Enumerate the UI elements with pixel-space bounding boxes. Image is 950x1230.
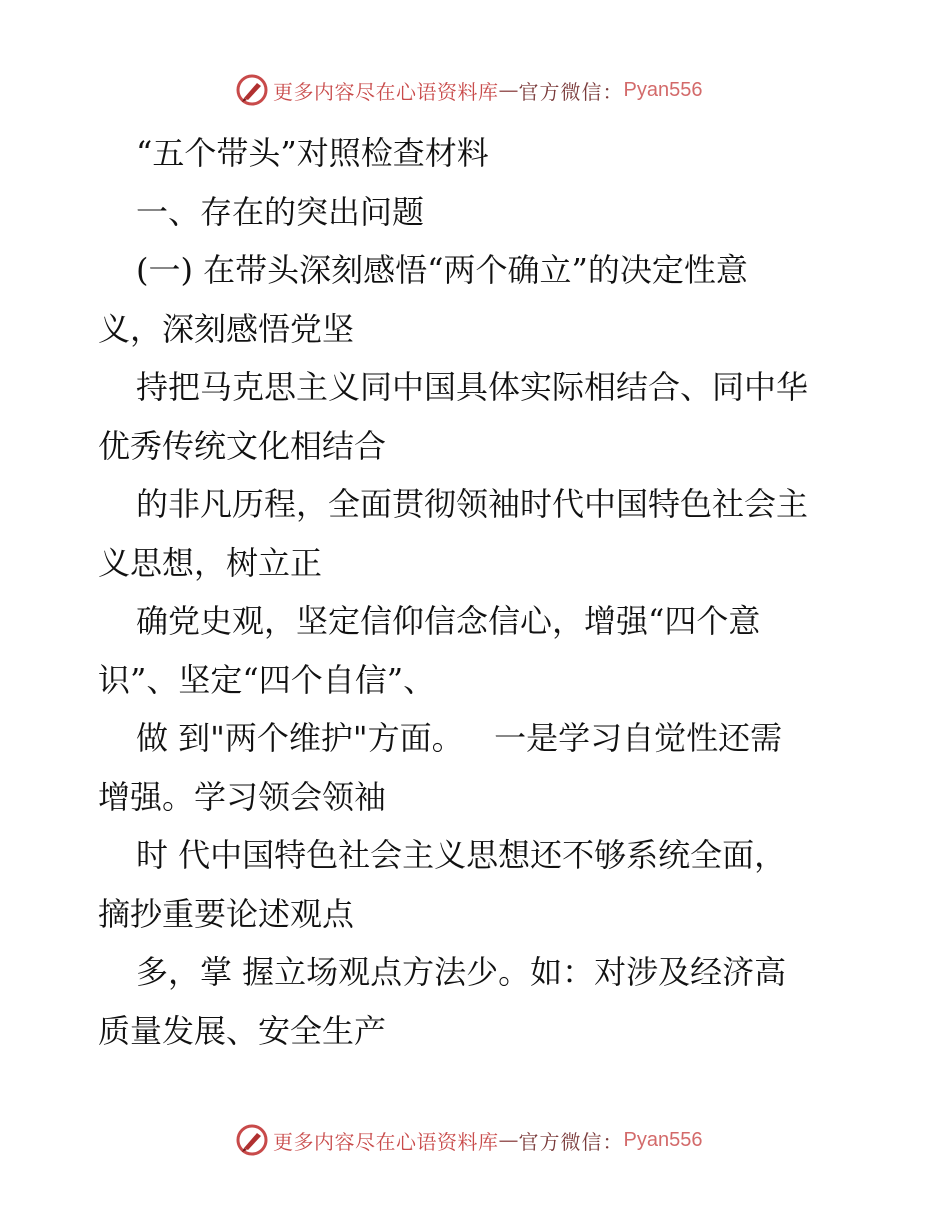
- paragraph-line: 持把马克思主义同中国具体实际相结合、同中华: [136, 368, 809, 406]
- pen-seal-icon: [235, 73, 269, 107]
- watermark-wechat-label: 官方微信：: [518, 1129, 624, 1154]
- document-body: [98, 124, 888, 1060]
- document-title: “五个带头”对照检查材料: [136, 134, 489, 172]
- paragraph-line: 摘抄重要论述观点: [98, 894, 355, 933]
- watermark-brand: 更多内容尽在心语资料库: [273, 1129, 499, 1154]
- paragraph-line: (一) 在带头深刻感悟“两个确立”的决定性意: [136, 251, 748, 289]
- paragraph-line: 多，掌 握立场观点方法少。如：对涉及经济高: [136, 953, 787, 991]
- paragraph-line: 义，深刻感悟党坚: [98, 309, 355, 348]
- paragraph-line: 优秀传统文化相结合: [98, 426, 387, 465]
- watermark-dash: —: [498, 78, 519, 102]
- pen-seal-icon: [235, 1123, 269, 1157]
- paragraph-line: 识”、坚定“四个自信”、: [98, 660, 436, 699]
- watermark-wechat-id: Pyan556: [623, 1128, 703, 1151]
- watermark-wechat-label: 官方微信：: [518, 79, 624, 104]
- paragraph-line: 确党史观，坚定信仰信念信心，增强“四个意: [136, 602, 761, 640]
- header-watermark: [235, 72, 702, 108]
- watermark-brand: 更多内容尽在心语资料库: [273, 79, 499, 104]
- paragraph-line: 义思想，树立正: [98, 543, 323, 582]
- watermark-wechat-id: Pyan556: [623, 78, 703, 101]
- paragraph-line: 增强。学习领会领袖: [98, 777, 387, 816]
- paragraph-line: 的非凡历程，全面贯彻领袖时代中国特色社会主: [136, 485, 809, 523]
- paragraph-line: 做 到"两个维护"方面。 一是学习自觉性还需: [136, 719, 783, 757]
- footer-watermark: [235, 1122, 702, 1158]
- paragraph-line: 质量发展、安全生产: [98, 1011, 387, 1050]
- paragraph-line: 时 代中国特色社会主义思想还不够系统全面，: [136, 836, 787, 874]
- watermark-dash: —: [498, 1128, 519, 1152]
- section-heading: 一、存在的突出问题: [136, 192, 425, 231]
